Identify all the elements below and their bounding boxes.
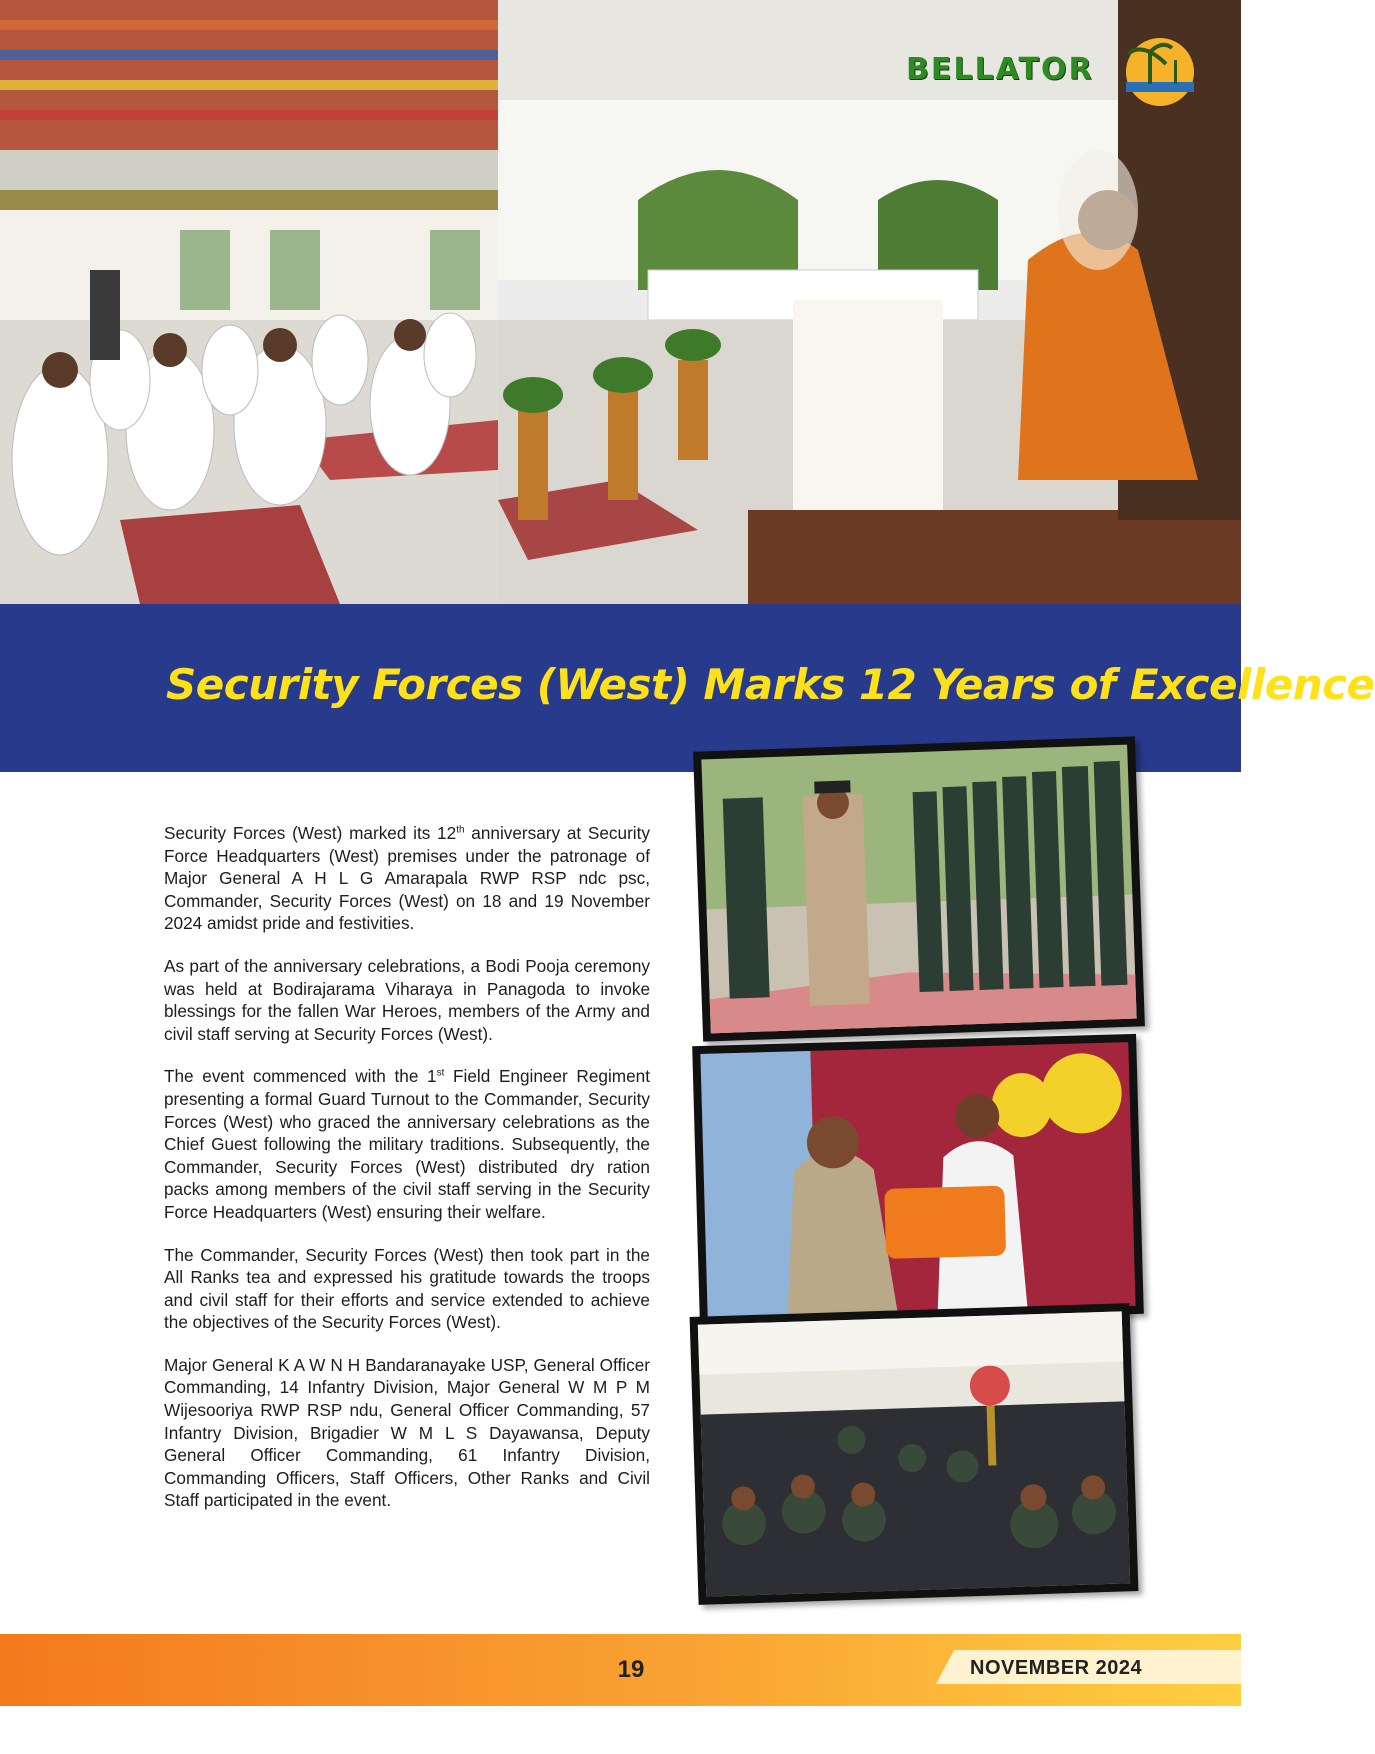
article-paragraph: Major General K A W N H Bandaranayake USP, General Officer Commanding, 14 Infantry Division, Major General W M P M Wijesooriya RWP RSP ndu, General Officer Commanding, 57 Infantry Division, Brigadier W M L S Dayawansa, Deputy General Officer Commanding, 61 Infantry Division, Commanding Officers, Staff Officers, Other Ranks and Civil Staff participated in the event. <box>164 1354 650 1511</box>
article-paragraph: The event commenced with the 1st Field Engineer Regiment presenting a formal Guard Turnout to the Commander, Security Forces (West) who graced the anniversary celebrations as the Chief Guest following the military traditions. Subsequently, the Commander, Security Forces (West) distributed dry ration packs among members of the civil staff serving in the Security Force Headquarters (West) ensuring their welfare. <box>164 1066 650 1222</box>
guard-turnout-photo <box>693 736 1145 1041</box>
page-number: 19 <box>617 1656 645 1683</box>
article-paragraph: Security Forces (West) marked its 12th anniversary at Security Force Headquarters (West) premises under the patronage of Major General A H L G Amarapala RWP RSP ndc psc, Commander, Security Forces (West) on 18 and 19 November 2024 amidst pride and festivities. <box>164 823 650 934</box>
issue-date: NOVEMBER 2024 <box>970 1657 1143 1679</box>
bellator-logo: BELLATOR <box>906 52 1094 87</box>
article-paragraph: As part of the anniversary celebrations, a Bodi Pooja ceremony was held at Bodirajarama Viharaya in Panagoda to invoke blessings for the fallen War Heroes, members of the Army and civil staff serving at Security Forces (West). <box>164 955 650 1044</box>
article-body <box>164 822 650 1532</box>
all-ranks-tea-photo <box>690 1303 1139 1605</box>
article-paragraph: The Commander, Security Forces (West) then took part in the All Ranks tea and expressed his gratitude towards the troops and civil staff for their efforts and service extended to achieve the objectives of the Security Forces (West). <box>164 1244 650 1333</box>
article-title: Security Forces (West) Marks 12 Years of Excellence <box>166 660 1375 709</box>
bodi-pooja-congregation-photo <box>0 0 498 604</box>
ration-distribution-photo <box>692 1034 1144 1326</box>
palm-sunset-logo-icon <box>1118 30 1202 114</box>
